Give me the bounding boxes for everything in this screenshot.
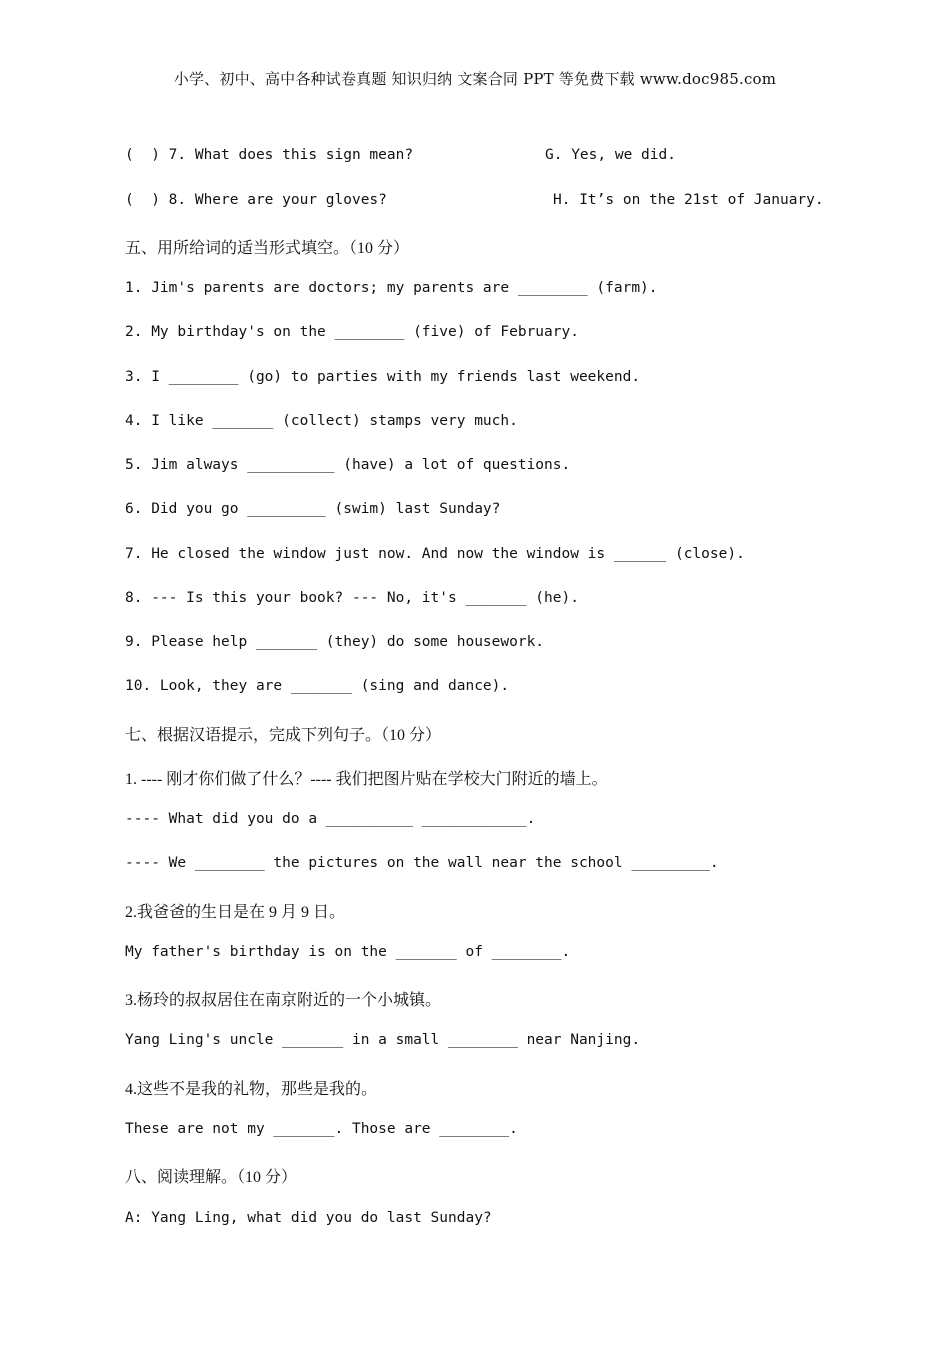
translation-answer-3: Yang Ling's uncle _______ in a small ________ near Nanjing. (125, 1032, 641, 1048)
translation-prompt-1: 1. ---- 刚才你们做了什么？---- 我们把图片贴在学校大门附近的墙上。 (125, 771, 608, 788)
matching-question-7: ( ) 7. What does this sign mean? (125, 147, 414, 163)
fill-blank-item-3: 3. I ________ (go) to parties with my friends last weekend. (125, 369, 641, 385)
fill-blank-item-5: 5. Jim always __________ (have) a lot of questions. (125, 457, 571, 473)
page-header: 小学、初中、高中各种试卷真题 知识归纳 文案合同 PPT 等免费下载 www.doc985.com (173, 70, 777, 88)
translation-answer-2: My father's birthday is on the _______ of ________. (125, 944, 571, 960)
matching-answer-g: G. Yes, we did. (545, 147, 676, 163)
fill-blank-item-2: 2. My birthday's on the ________ (five) of February. (125, 324, 579, 340)
section-7-title: 七、根据汉语提示，完成下列句子。（10 分） (125, 727, 442, 744)
translation-prompt-3: 3.杨玲的叔叔居住在南京附近的一个小城镇。 (125, 992, 442, 1009)
translation-answer-1b: ---- We ________ the pictures on the wall near the school _________. (125, 855, 719, 871)
fill-blank-item-10: 10. Look, they are _______ (sing and dance). (125, 678, 510, 694)
fill-blank-item-8: 8. --- Is this your book? --- No, it's _______ (he). (125, 590, 579, 606)
translation-answer-4: These are not my _______. Those are ________. (125, 1121, 518, 1137)
translation-answer-1a: ---- What did you do a __________ ____________. (125, 811, 536, 827)
section-8-title: 八、阅读理解。（10 分） (125, 1169, 298, 1186)
matching-answer-h: H. It’s on the 21st of January. (553, 192, 824, 208)
translation-prompt-4: 4.这些不是我的礼物，那些是我的。 (125, 1081, 378, 1098)
matching-question-8: ( ) 8. Where are your gloves? (125, 192, 387, 208)
fill-blank-item-4: 4. I like _______ (collect) stamps very much. (125, 413, 518, 429)
section-5-title: 五、用所给词的适当形式填空。（10 分） (125, 240, 410, 257)
reading-line-1: A: Yang Ling, what did you do last Sunday? (125, 1210, 492, 1226)
fill-blank-item-7: 7. He closed the window just now. And now the window is ______ (close). (125, 546, 745, 562)
fill-blank-item-6: 6. Did you go _________ (swim) last Sunday? (125, 501, 501, 517)
fill-blank-item-9: 9. Please help _______ (they) do some housework. (125, 634, 545, 650)
fill-blank-item-1: 1. Jim's parents are doctors; my parents are ________ (farm). (125, 280, 658, 296)
translation-prompt-2: 2.我爸爸的生日是在 9 月 9 日。 (125, 904, 346, 921)
